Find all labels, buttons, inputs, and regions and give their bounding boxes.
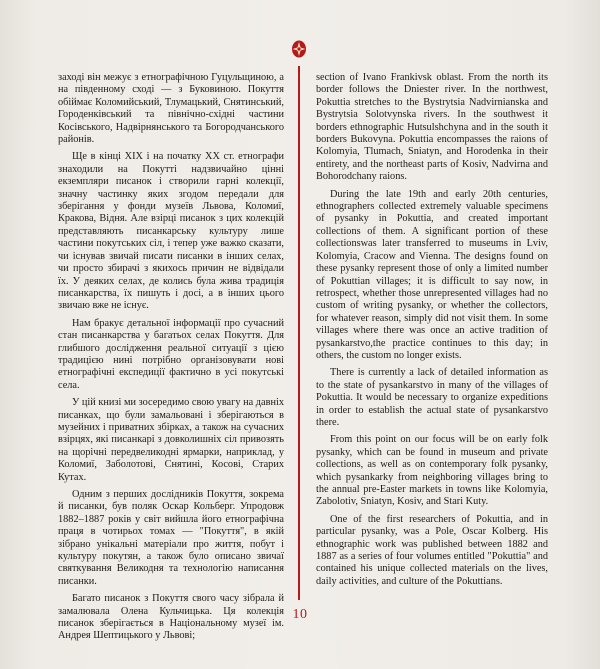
- paragraph: Ще в кінці XIX і на початку XX ст. етнографи знаходили на Покутті надзвичайно цінні екземпляри писанок і створили гарні колекції, значну частинку яких згодом передали для зберігання у фонди музеїв Львова, Коломиї, Кракова, Відня. Але взірці писанок з цих колекцій представляють писанкарську культуру лише частини покутських сіл, і тепер уже важко сказати, чи існував звичай писати писанки в інших селах, чи просто збирачі з якихось причин не відвідали їх. У деяких селах, де колись була жива традиція писанкарства, їх пишуть і досі, а в інших цього звичаю вже не існує.: [58, 151, 284, 312]
- paragraph: Багато писанок з Покуття свого часу зібрала й замалювала Олена Кульчицька. Ця колекція писанок зберігається в Національному музеї ім. Андрея Шептицького у Львові;: [58, 593, 284, 642]
- paragraph: section of Ivano Frankivsk oblast. From the north its border follows the Dniester river. In the northwest, Pokuttia stretches to the Bystrytsia Nadvirnianska and Bystrytsia Solotvynska rivers. In the southwest it borders ethnographic Hutsulshchyna and in the south it borders Bukovyna. Pokuttia encompasses the raions of Kolomyia, Tlumach, Sniatyn, and Horodenka in their entirety, and the northeast parts of Kosiv, Nadvirna and Bohorodchany raions.: [316, 72, 548, 183]
- paragraph: заході він межує з етнографічною Гуцульщиною, а на південному сході — з Буковиною. Покуття обіймає Коломийський, Тлумацький, Снятинський, Городенківський та північно-східні частини Косівського, Надвірнянського та Богородчанського районів.: [58, 72, 284, 146]
- column-divider: [298, 66, 300, 600]
- paragraph: One of the first researchers of Pokuttia, and in particular pysanky, was a Pole, Oscar Kolberg. His ethnographic work was published between 1882 and 1887 as a series of four volumes entitled "Pokuttia" and contained his unique collected materials on the lives, daily activities, and culture of the Pokuttians.: [316, 513, 548, 587]
- egg-ornament-icon: [290, 40, 308, 58]
- paragraph: Одним з перших дослідників Покуття, зокрема й писанки, був поляк Оскар Кольберг. Упродовж 1882–1887 років у світ вийшла його етнографічна праця в чотирьох томах — "Покуття", в якій зібрано унікальні матеріали про життя, побут і культуру покутян, а також було описано звичаї святкування Великодня та технологію написання писанки.: [58, 489, 284, 587]
- paragraph: During the late 19th and early 20th centuries, ethnographers collected extremely valuable specimens of pysanky in Pokuttia, and created important collections of them. A significant portion of these collectionswas later transferred to museums in Lviv, Kolomyia, Cracow and Vienna. The designs found on these pysanky represent those of only a limited number of Pokuttian villages; it is difficult to say now, in retrospect, whether those unrepresented villages had no custom of writing pysanky, or whether the collectors, for whatever reason, simply did not visit them. In some villages where there was once an active tradition of pysankarstvo,the practice continues to this day; in others, the custom no longer exists.: [316, 188, 548, 361]
- paragraph: Нам бракує детальної інформації про сучасний стан писанкарства у багатьох селах Покуття. Для глибшого дослідження реальної ситуації з цією традицією нині потрібно організовувати нові етнографічні експедиції фактично в усі покутські села.: [58, 317, 284, 391]
- english-text-column: [316, 72, 548, 593]
- paragraph: From this point on our focus will be on early folk pysanky, which can be found in museum and private collections, as well as on contemporary folk pysanky, which pysankarky from neighboring villages bring to the annual pre-Easter markets in towns like Kolomyia, Zabolotiv, Sniatyn, Kosiv, and Stari Kuty.: [316, 434, 548, 508]
- ukrainian-text-column: [58, 72, 284, 648]
- page-number: 10: [292, 607, 308, 622]
- paragraph: There is currently a lack of detailed information as to the state of pysankarstvo in many of the villages of Pokuttia. It would be necessary to organize expeditions in order to establish the actual state of pysankarstvo there.: [316, 367, 548, 428]
- paragraph: У цій книзі ми зосередимо свою увагу на давніх писанках, що були замальовані і зберігаються в музейних і приватних збірках, а також на сучасних взірцях, які писанкарі з довколишніх сіл привозять на щорічні передвеликодні ярмарки, наприклад, у Коломиї, Заболотові, Снятині, Косові, Старих Кутах.: [58, 397, 284, 483]
